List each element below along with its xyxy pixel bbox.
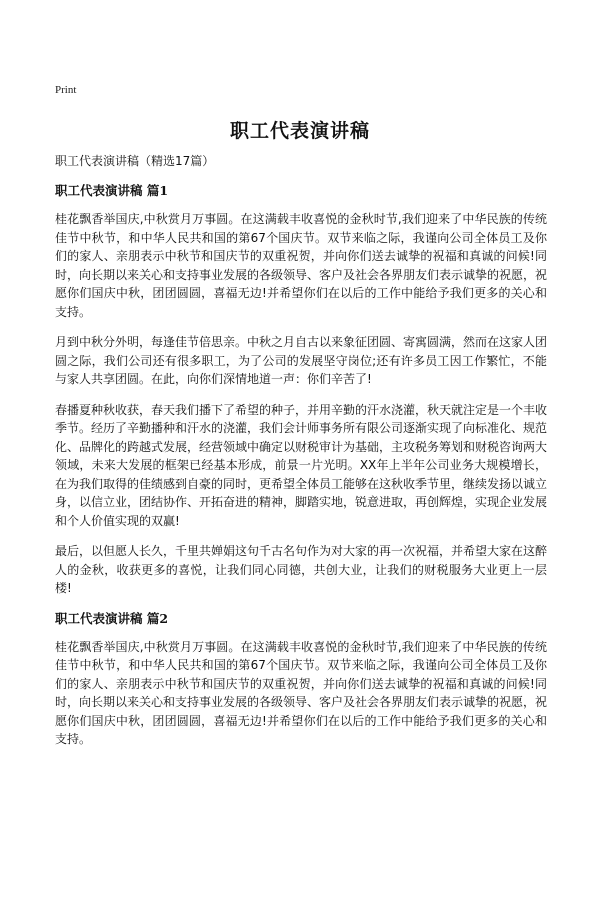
document-body [55, 152, 547, 761]
section-1 [55, 182, 547, 598]
section-heading: 职工代表演讲稿 篇1 [55, 183, 169, 198]
document-subtitle: 职工代表演讲稿（精选17篇） [55, 154, 215, 168]
paragraph: 桂花飘香举国庆,中秋赏月万事圆。在这满载丰收喜悦的金秋时节,我们迎来了中华民族的传统佳节中秋节，和中华人民共和国的第67个国庆节。双节来临之际，我谨向公司全体员工及你们的家人、亲朋表示中秋节和国庆节的双重祝贺，并向你们送去诚挚的祝福和真诚的问候!同时，向长期以来关心和支持事业发展的各级领导、客户及社会各界朋友们表示诚挚的祝愿，祝愿你们国庆中秋，团团圆圆，喜福无边!并希望你们在以后的工作中能给予我们更多的关心和支持。 [55, 212, 548, 319]
section-2 [55, 610, 547, 749]
paragraph: 桂花飘香举国庆,中秋赏月万事圆。在这满载丰收喜悦的金秋时节,我们迎来了中华民族的传统佳节中秋节，和中华人民共和国的第67个国庆节。双节来临之际，我谨向公司全体员工及你们的家人、亲朋表示中秋节和国庆节的双重祝贺，并向你们送去诚挚的祝福和真诚的问候!同时，向长期以来关心和支持事业发展的各级领导、客户及社会各界朋友们表示诚挚的祝愿，祝愿你们国庆中秋，团团圆圆，喜福无边!并希望你们在以后的工作中能给予我们更多的关心和支持。 [55, 639, 548, 746]
document-title: 职工代表演讲稿 [229, 120, 370, 142]
paragraph: 最后，以但愿人长久，千里共婵娟这句千古名句作为对大家的再一次祝福，并希望大家在这醉人的金秋，收获更多的喜悦，让我们同心同德，共创大业，让我们的财税服务大业更上一层楼! [55, 544, 548, 595]
section-heading: 职工代表演讲稿 篇2 [55, 610, 169, 626]
paragraph: 春播夏种秋收获，春天我们播下了希望的种子，并用辛勤的汗水浇灌，秋天就注定是一个丰收季节。经历了辛勤播种和汗水的浇灌，我们会计师事务所有限公司逐渐实现了向标准化、规范化、品牌化的跨越式发展，经营领域中确定以财税审计为基础，主攻税务筹划和财税咨询两大领域，未来大发展的框架已经基本形成，前景一片光明。XX年上半年公司业务大规模增长，在为我们取得的佳绩感到自豪的同时，更希望全体员工能够在这秋收季节里，继续发扬以诚立身，以信立业，团结协作、开拓奋进的精神，脚踏实地，锐意进取，再创辉煌，实现企业发展和个人价值实现的双赢! [55, 402, 548, 528]
print-label: Print [55, 84, 77, 96]
paragraph: 月到中秋分外明，每逢佳节倍思亲。中秋之月自古以来象征团圆、寄寓圆满，然而在这家人团圆之际，我们公司还有很多职工，为了公司的发展坚守岗位;还有许多员工因工作繁忙，不能与家人共享团圆。在此，向你们深情地道一声：你们辛苦了! [55, 335, 548, 386]
